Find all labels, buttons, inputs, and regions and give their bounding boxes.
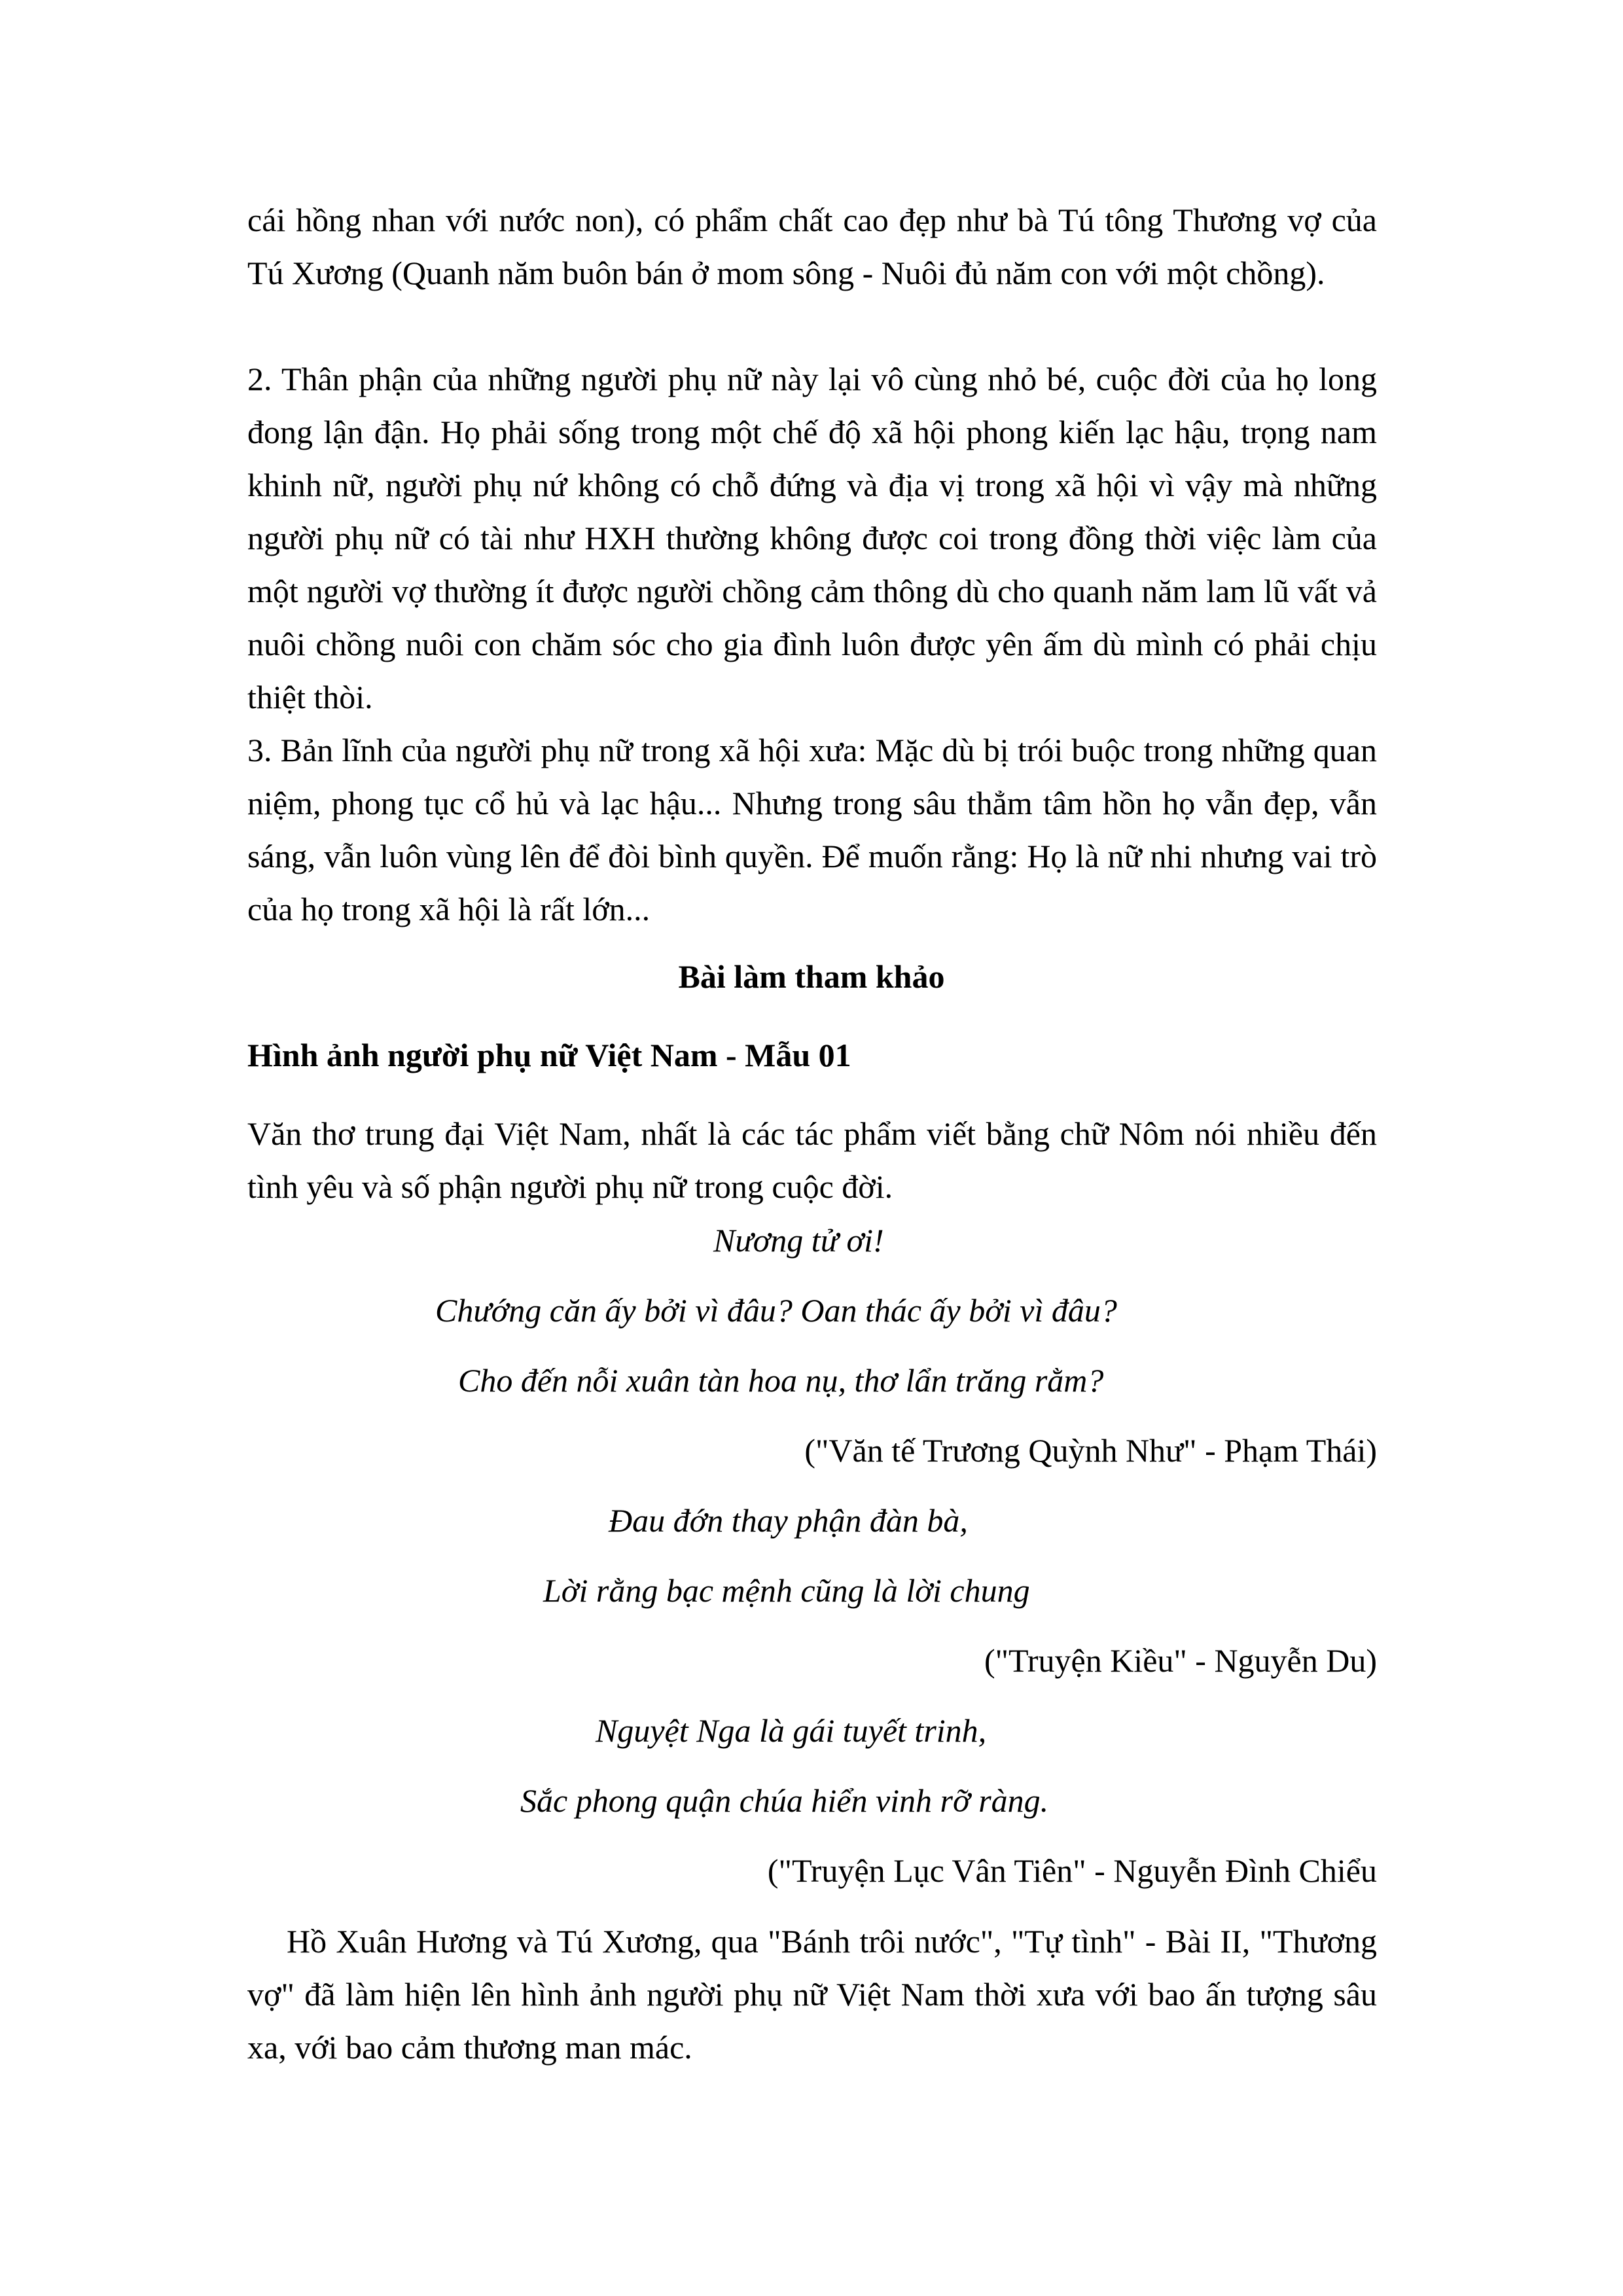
section-heading: Bài làm tham khảo xyxy=(678,958,945,995)
quote-2-line-2: Lời rằng bạc mệnh cũng là lời chung xyxy=(543,1572,1030,1609)
paragraph-closing: Hồ Xuân Hương và Tú Xương, qua "Bánh trôi nước", "Tự tình" - Bài II, "Thương vợ" đã làm hiện lên hình ảnh người phụ nữ Việt Nam thời xưa với bao ấn tượng sâu xa, với bao cảm thương man mác. xyxy=(247,1923,1377,2066)
quote-2-citation: ("Truyện Kiều" - Nguyễn Du) xyxy=(984,1642,1377,1679)
quote-1-line-2: Chướng căn ấy bởi vì đâu? Oan thác ấy bởi vì đâu? xyxy=(435,1292,1117,1329)
quote-2-line-1: Đau đớn thay phận đàn bà, xyxy=(609,1502,968,1539)
sample-title: Hình ảnh người phụ nữ Việt Nam - Mẫu 01 xyxy=(247,1037,851,1073)
paragraph-continuation: cái hồng nhan với nước non), có phẩm chất cao đẹp như bà Tú tông Thương vợ của Tú Xương (Quanh năm buôn bán ở mom sông - Nuôi đủ năm con với một chồng). xyxy=(247,202,1377,291)
quote-3-line-1: Nguyệt Nga là gái tuyết trinh, xyxy=(596,1712,987,1749)
paragraph-point-3: 3. Bản lĩnh của người phụ nữ trong xã hội xưa: Mặc dù bị trói buộc trong những quan niệm, phong tục cổ hủ và lạc hậu... Nhưng trong sâu thẳm tâm hồn họ vẫn đẹp, vẫn sáng, vẫn luôn vùng lên để đòi bình quyền. Để muốn rằng: Họ là nữ nhi nhưng vai trò của họ trong xã hội là rất lớn... xyxy=(247,732,1377,927)
quote-1-citation: ("Văn tế Trương Quỳnh Như" - Phạm Thái) xyxy=(804,1432,1377,1469)
quote-3-citation: ("Truyện Lục Vân Tiên" - Nguyễn Đình Chiểu xyxy=(767,1852,1377,1889)
paragraph-intro: Văn thơ trung đại Việt Nam, nhất là các tác phẩm viết bằng chữ Nôm nói nhiều đến tình yêu và số phận người phụ nữ trong cuộc đời. xyxy=(247,1115,1377,1205)
quote-1-line-1: Nương tử ơi! xyxy=(713,1222,884,1259)
quote-1-line-3: Cho đến nỗi xuân tàn hoa nụ, thơ lẩn trăng rằm? xyxy=(458,1362,1104,1399)
quote-3-line-2: Sắc phong quận chúa hiển vinh rỡ ràng. xyxy=(520,1782,1049,1819)
paragraph-point-2: 2. Thân phận của những người phụ nữ này lại vô cùng nhỏ bé, cuộc đời của họ long đong lận đận. Họ phải sống trong một chế độ xã hội phong kiến lạc hậu, trọng nam khinh nữ, người phụ nứ không có chỗ đứng và địa vị trong xã hội vì vậy mà những người phụ nữ có tài như HXH thường không được coi trong đồng thời việc làm của một người vợ thường ít được người chồng cảm thông dù cho quanh năm lam lũ vất vả nuôi chồng nuôi con chăm sóc cho gia đình luôn được yên ấm dù mình có phải chịu thiệt thòi. xyxy=(247,361,1377,715)
